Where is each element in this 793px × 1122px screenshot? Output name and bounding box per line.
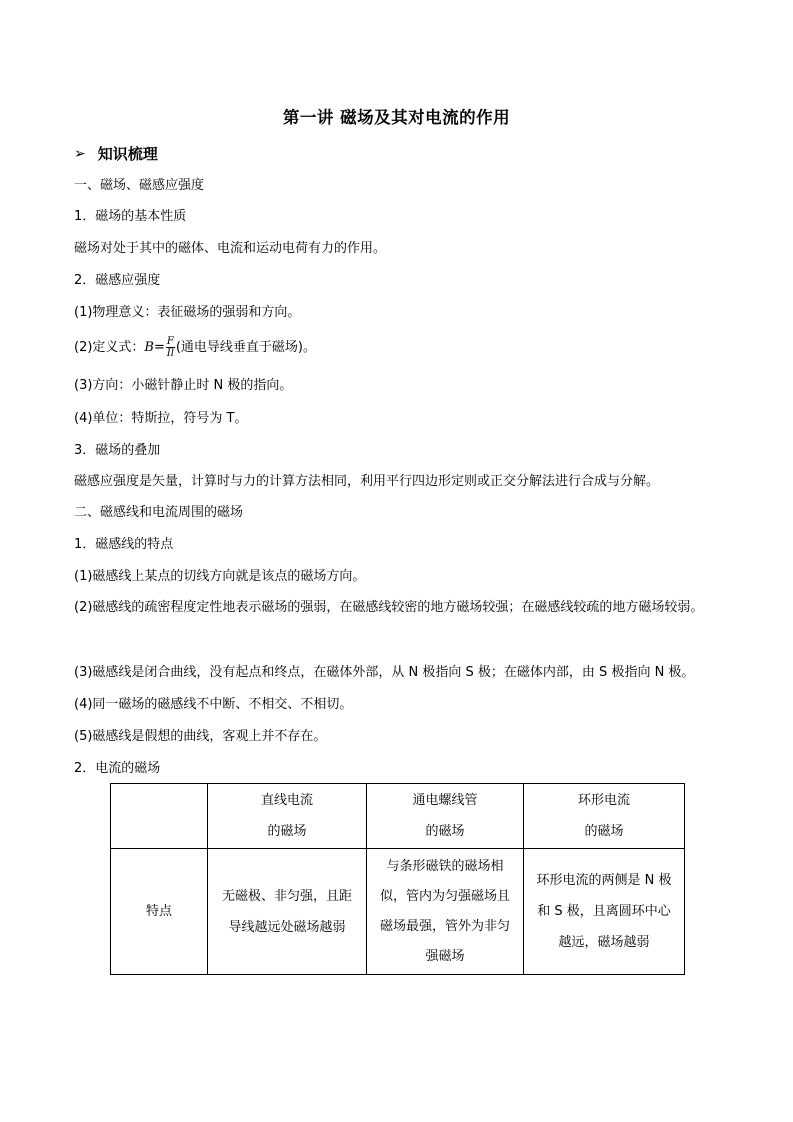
part1-heading: 一、磁场、磁感应强度 [74,178,205,193]
table-cell: 无磁极、非匀强，且距 导线越远处磁场越弱 [208,849,367,975]
table-cell: 与条形磁铁的磁场相 似，管内为匀强磁场且 磁场最强，管外为非匀 强磁场 [367,849,524,975]
table-row-label: 特点 [111,849,208,975]
part2-heading: 二、磁感线和电流周围的磁场 [74,505,244,520]
item1-text: 磁场对处于其中的磁体、电流和运动电荷有力的作用。 [74,241,387,256]
formula-fraction [166,336,175,359]
part2-item2-title: 2．电流的磁场 [74,761,161,776]
definition-prefix: (2)定义式： [74,339,145,355]
formula-denominator: Il [166,348,174,359]
section-heading-label: 知识梳理 [97,145,158,163]
page-title: 第一讲 磁场及其对电流的作用 [282,108,511,127]
table-header-cell [111,784,208,849]
item3-text: 磁感应强度是矢量，计算时与力的计算方法相同，利用平行四边形定则或正交分解法进行合成与分解。 [74,474,660,489]
table-header-row [111,784,685,849]
unit-text: (4)单位：特斯拉，符号为 T。 [74,411,248,426]
point5-text: (5)磁感线是假想的曲线，客观上并不存在。 [74,729,327,744]
formula-eq: = [153,339,165,355]
section-heading [74,143,158,164]
formula-numerator: F [166,336,174,347]
table-header-cell: 直线电流 的磁场 [208,784,367,849]
definition-suffix: (通电导线垂直于磁场)。 [175,339,316,355]
table-cell: 环形电流的两侧是 N 极 和 S 极，且离圆环中心 越远，磁场越弱 [524,849,685,975]
item3-title: 3．磁场的叠加 [74,443,161,458]
direction-text: (3)方向：小磁针静止时 N 极的指向。 [74,378,293,393]
point4-text: (4)同一磁场的磁感线不中断、不相交、不相切。 [74,697,353,712]
arrow-right-icon: ➢ [74,145,86,162]
item1-title: 1．磁场的基本性质 [74,209,187,224]
table-header-cell: 环形电流 的磁场 [524,784,685,849]
meaning-text: (1)物理意义：表征磁场的强弱和方向。 [74,305,301,320]
magnetic-field-table [110,783,685,975]
point1-text: (1)磁感线上某点的切线方向就是该点的磁场方向。 [74,569,366,584]
table-row [111,849,685,975]
part2-item1-title: 1．磁感线的特点 [74,537,174,552]
item2-title: 2．磁感应强度 [74,273,161,288]
point2-text: (2)磁感线的疏密程度定性地表示磁场的强弱，在磁感线较密的地方磁场较强；在磁感线较疏的地方磁场较弱。 [74,600,704,615]
point3-text: (3)磁感线是闭合曲线，没有起点和终点，在磁体外部，从 N 极指向 S 极；在磁体内部，由 S 极指向 N 极。 [74,665,695,680]
definition-line [74,336,316,359]
table-header-cell: 通电螺线管 的磁场 [367,784,524,849]
formula-lhs: B [144,339,154,355]
